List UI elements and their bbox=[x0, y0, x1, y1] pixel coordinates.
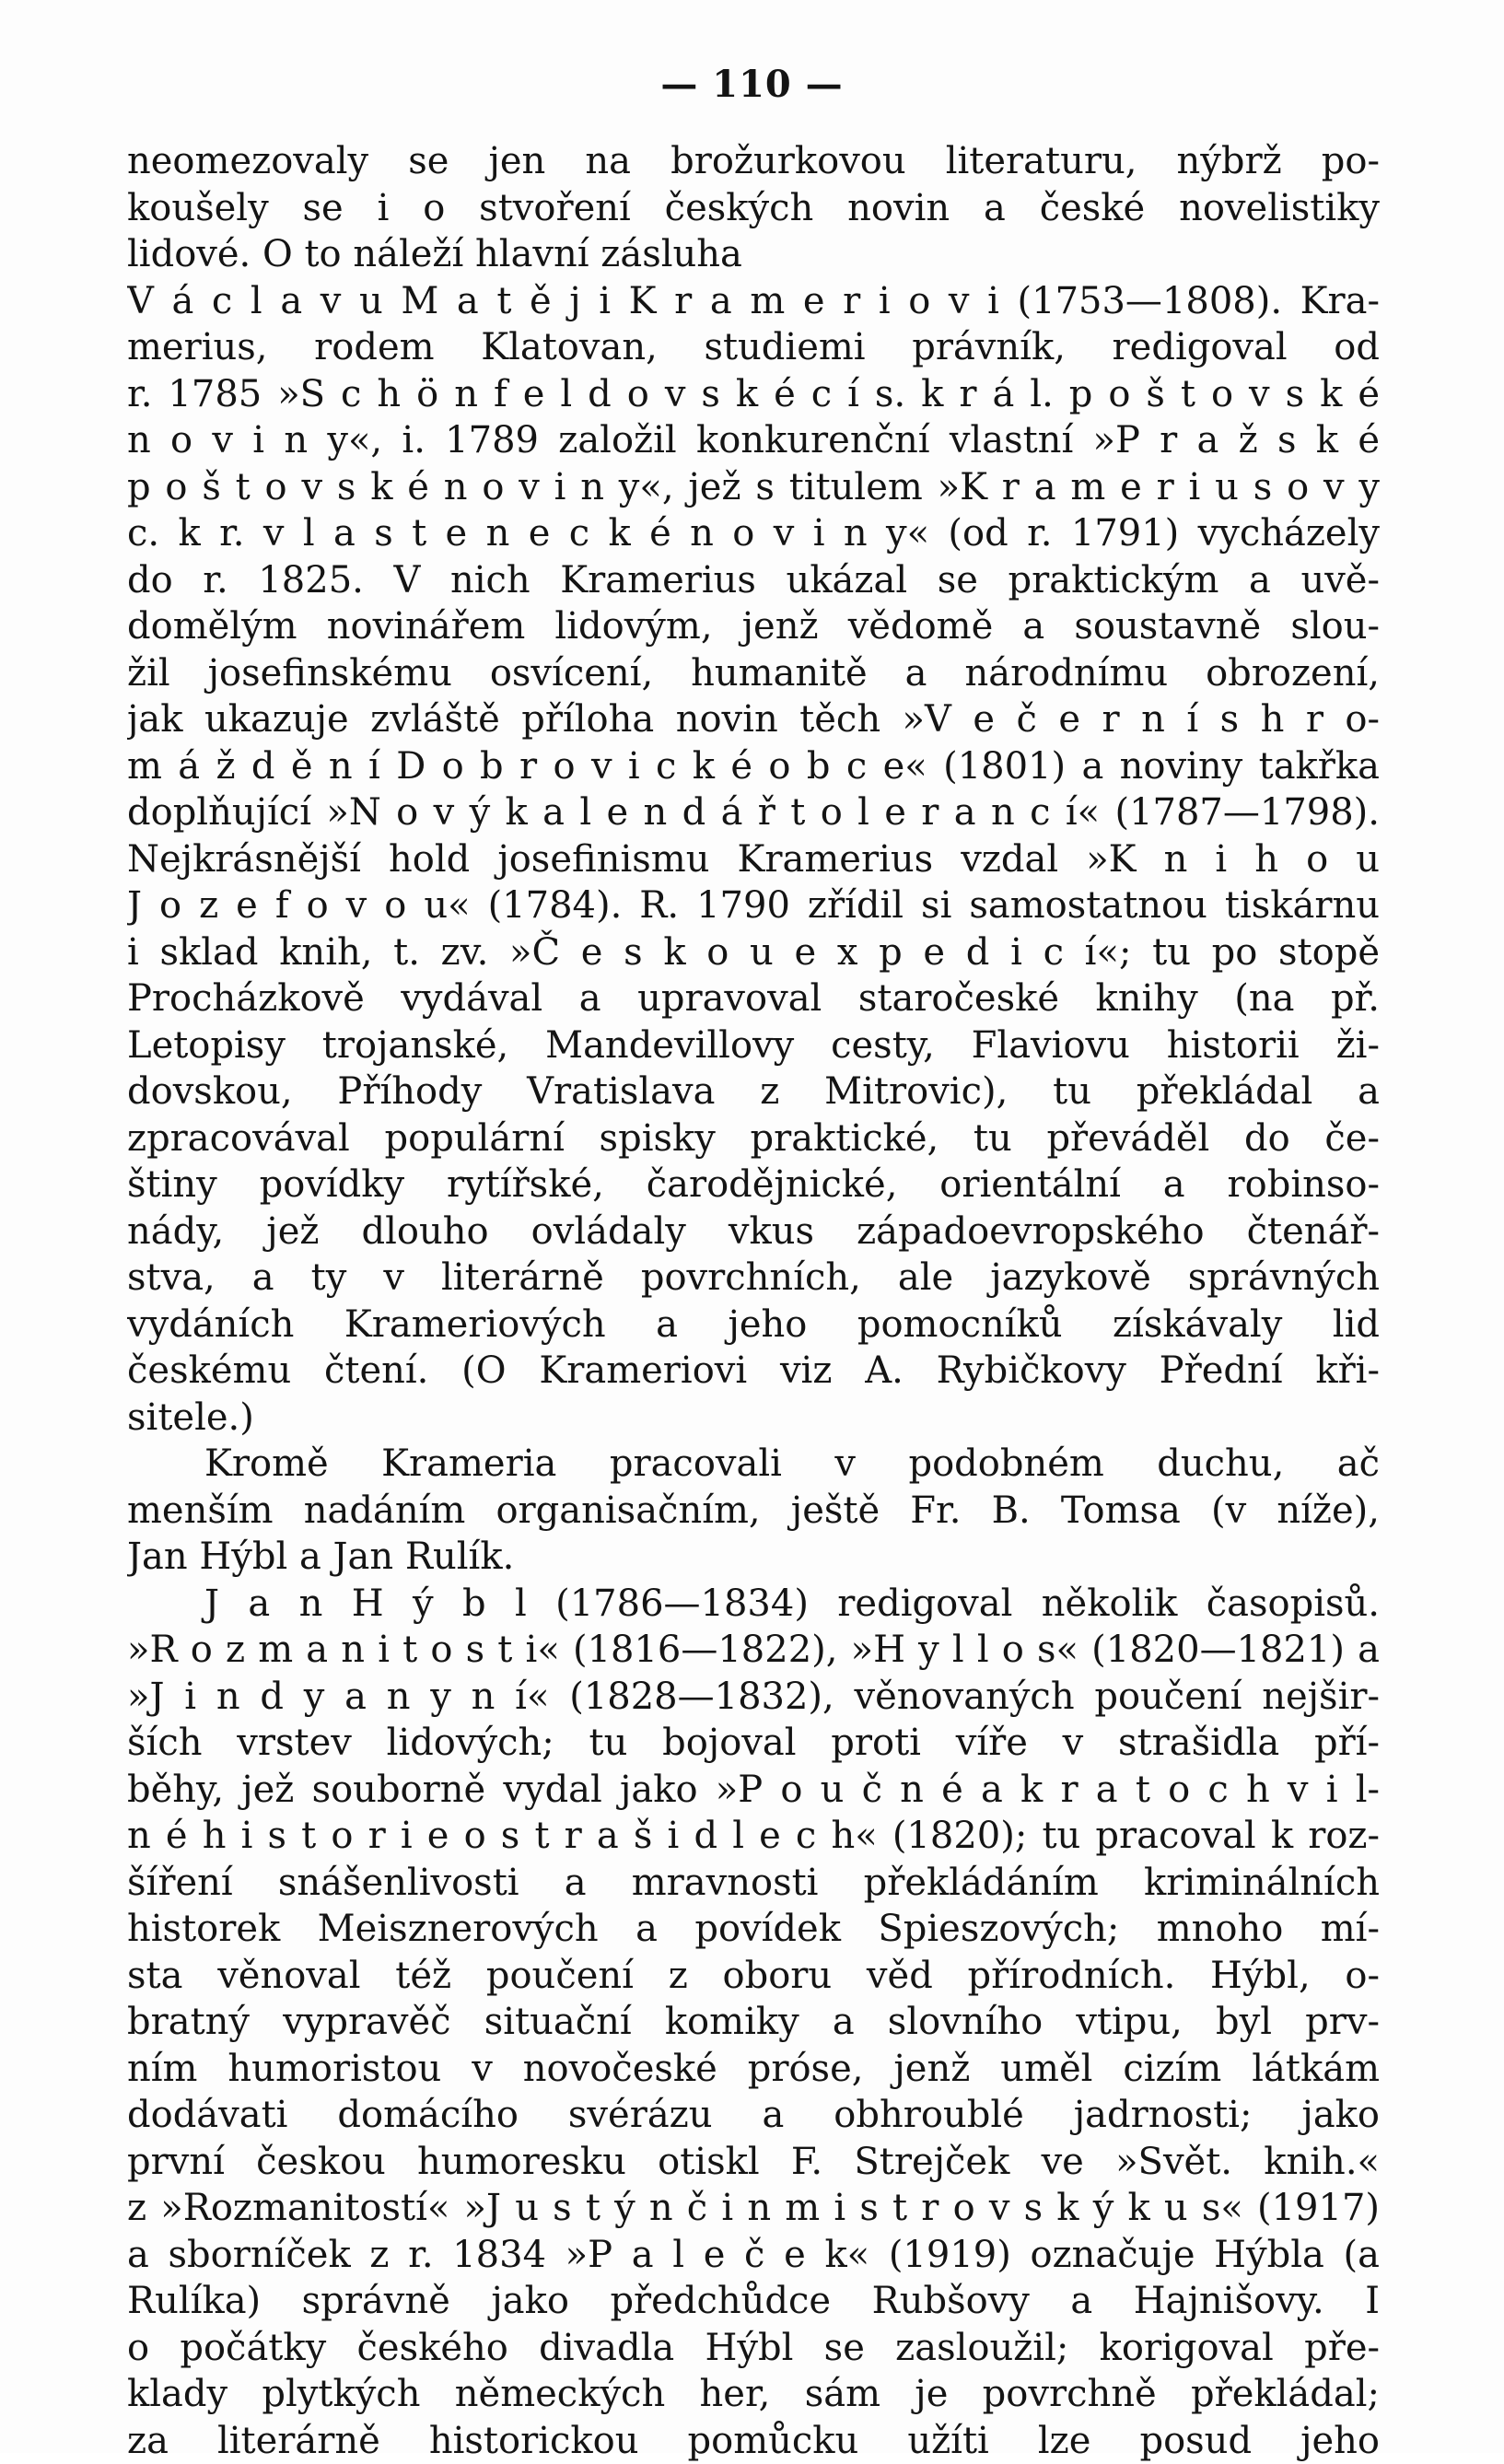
text-line: J a n H ý b l (1786—1834) redigoval několik časopisů. bbox=[127, 1581, 1380, 1628]
text-line: Procházkově vydával a upravoval staročeské knihy (na př. bbox=[127, 975, 1380, 1022]
text-line: žil josefinskému osvícení, humanitě a národnímu obrození, bbox=[127, 650, 1380, 697]
text-line: ších vrstev lidových; tu bojoval proti víře v strašidla pří- bbox=[127, 1720, 1380, 1767]
text-line: »J i n d y a n y n í« (1828—1832), věnovaných poučení nejšir- bbox=[127, 1674, 1380, 1721]
text-line: za literárně historickou pomůcku užíti lze posud jeho bbox=[127, 2418, 1380, 2464]
text-line: stva, a ty v literárně povrchních, ale jazykově správných bbox=[127, 1255, 1380, 1302]
text-line: menším nadáním organisačním, ještě Fr. B. Tomsa (v níže), bbox=[127, 1488, 1380, 1535]
text-line: r. 1785 »S c h ö n f e l d o v s k é c í s. k r á l. p o š t o v s k é bbox=[127, 371, 1380, 418]
text-line: koušely se i o stvoření českých novin a české novelistiky bbox=[127, 185, 1380, 232]
text-line: bratný vypravěč situační komiky a slovního vtipu, byl prv- bbox=[127, 1999, 1380, 2046]
text-line: o počátky českého divadla Hýbl se zasloužil; korigoval pře- bbox=[127, 2325, 1380, 2372]
text-line: i sklad knih, t. zv. »Č e s k o u e x p e d i c í«; tu po stopě bbox=[127, 929, 1380, 976]
text-line: Jan Hýbl a Jan Rulík. bbox=[127, 1534, 1380, 1581]
text-line: první českou humoresku otiskl F. Strejček ve »Svět. knih.« bbox=[127, 2139, 1380, 2186]
text-line: V á c l a v u M a t ě j i K r a m e r i o v i (1753—1808). Kra- bbox=[127, 278, 1380, 325]
text-line: neomezovaly se jen na brožurkovou literaturu, nýbrž po- bbox=[127, 138, 1380, 185]
text-line: běhy, jež souborně vydal jako »P o u č n é a k r a t o c h v i l- bbox=[127, 1767, 1380, 1814]
text-line: lidové. O to náleží hlavní zásluha bbox=[127, 231, 1380, 278]
text-line: vydáních Krameriových a jeho pomocníků získávaly lid bbox=[127, 1302, 1380, 1349]
body-text bbox=[127, 138, 1380, 2464]
text-line: n o v i n y«, i. 1789 založil konkurenční vlastní »P r a ž s k é bbox=[127, 417, 1380, 464]
text-line: nády, jež dlouho ovládaly vkus západoevropského čtenář- bbox=[127, 1209, 1380, 1255]
text-line: sitele.) bbox=[127, 1395, 1380, 1442]
text-line: sta věnoval též poučení z oboru věd přírodních. Hýbl, o- bbox=[127, 1953, 1380, 2000]
text-line: n é h i s t o r i e o s t r a š i d l e c h« (1820); tu pracoval k roz- bbox=[127, 1813, 1380, 1860]
text-line: Nejkrásnější hold josefinismu Kramerius vzdal »K n i h o u bbox=[127, 836, 1380, 883]
text-line: a sborníček z r. 1834 »P a l e č e k« (1919) označuje Hýbla (a bbox=[127, 2232, 1380, 2279]
text-line: dodávati domácího svérázu a obhroublé jadrnosti; jako bbox=[127, 2092, 1380, 2139]
text-line: šíření snášenlivosti a mravnosti překládáním kriminálních bbox=[127, 1860, 1380, 1907]
page-number: — 110 — bbox=[0, 63, 1504, 106]
text-line: J o z e f o v o u« (1784). R. 1790 zřídil si samostatnou tiskárnu bbox=[127, 882, 1380, 929]
text-line: zpracovával populární spisky praktické, tu převáděl do če- bbox=[127, 1115, 1380, 1162]
text-line: c. k r. v l a s t e n e c k é n o v i n y« (od r. 1791) vycházely bbox=[127, 510, 1380, 557]
text-line: dovskou, Příhody Vratislava z Mitrovic), tu překládal a bbox=[127, 1069, 1380, 1115]
text-line: p o š t o v s k é n o v i n y«, jež s titulem »K r a m e r i u s o v y bbox=[127, 464, 1380, 511]
text-line: ním humoristou v novočeské próse, jenž uměl cizím látkám bbox=[127, 2046, 1380, 2093]
text-line: domělým novinářem lidovým, jenž vědomě a soustavně slou- bbox=[127, 603, 1380, 650]
text-line: českému čtení. (O Krameriovi viz A. Rybičkovy Přední kři- bbox=[127, 1348, 1380, 1395]
text-line: do r. 1825. V nich Kramerius ukázal se praktickým a uvě- bbox=[127, 557, 1380, 604]
text-line: klady plytkých německých her, sám je povrchně překládal; bbox=[127, 2371, 1380, 2418]
text-line: Rulíka) správně jako předchůdce Rubšovy a Hajnišovy. I bbox=[127, 2278, 1380, 2325]
text-line: historek Meisznerových a povídek Spieszových; mnoho mí- bbox=[127, 1906, 1380, 1953]
text-line: merius, rodem Klatovan, studiemi právník, redigoval od bbox=[127, 324, 1380, 371]
text-line: »R o z m a n i t o s t i« (1816—1822), »H y l l o s« (1820—1821) a bbox=[127, 1627, 1380, 1674]
text-line: Letopisy trojanské, Mandevillovy cesty, Flaviovu historii ži- bbox=[127, 1022, 1380, 1069]
text-line: z »Rozmanitostí« »J u s t ý n č i n m i s t r o v s k ý k u s« (1917) bbox=[127, 2185, 1380, 2232]
text-line: jak ukazuje zvláště příloha novin těch »V e č e r n í s h r o- bbox=[127, 696, 1380, 743]
text-line: doplňující »N o v ý k a l e n d á ř t o l e r a n c í« (1787—1798). bbox=[127, 789, 1380, 836]
text-line: štiny povídky rytířské, čarodějnické, orientální a robinso- bbox=[127, 1162, 1380, 1209]
text-line: m á ž d ě n í D o b r o v i c k é o b c e« (1801) a noviny takřka bbox=[127, 743, 1380, 790]
text-line: Kromě Krameria pracovali v podobném duchu, ač bbox=[127, 1441, 1380, 1488]
